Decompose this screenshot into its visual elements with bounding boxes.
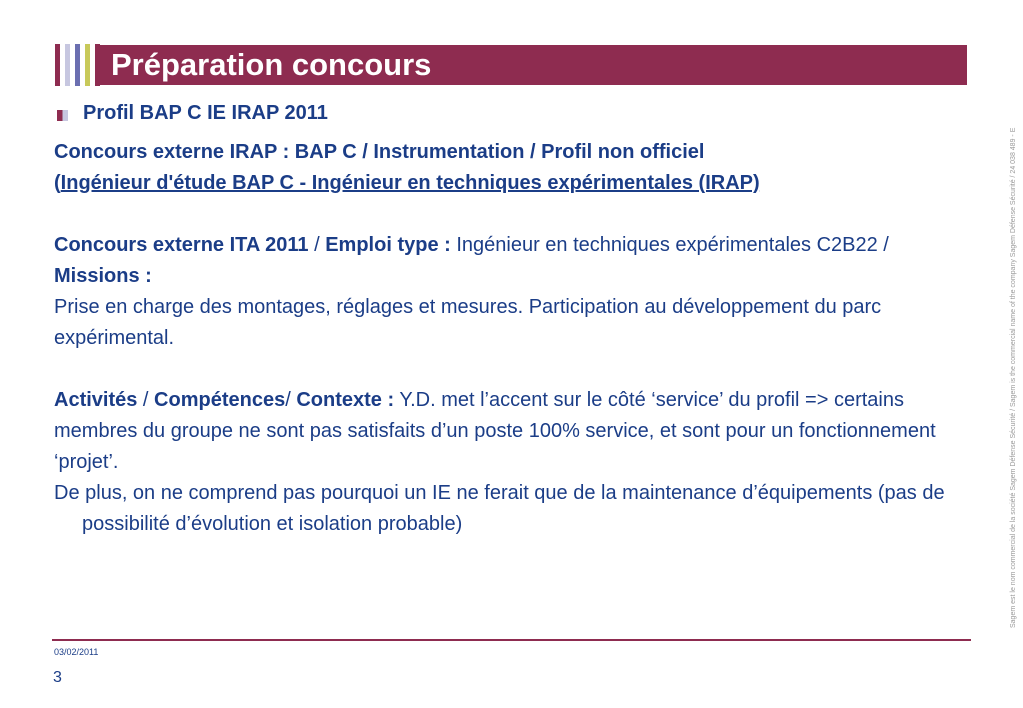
missions-text: Prise en charge des montages, réglages et mesures. Participation au développement du parc expérimental. <box>54 296 882 349</box>
stripe <box>55 44 60 86</box>
sep: / <box>137 389 155 411</box>
stripe <box>65 44 70 86</box>
section-irap-heading: Concours externe IRAP : BAP C / Instrumentation / Profil non officiel <box>54 141 705 163</box>
emploi-text: Ingénieur en techniques expérimentales C2B22 / <box>450 234 889 256</box>
section-activities <box>54 385 959 478</box>
page-title: Préparation concours <box>99 45 967 85</box>
footer-divider <box>52 639 971 641</box>
footer-date: 03/02/2011 <box>54 647 99 657</box>
ita-label: Concours externe ITA 2011 <box>54 234 309 256</box>
slide-content <box>54 137 959 540</box>
profile-link[interactable]: Ingénieur d'étude BAP C - Ingénieur en techniques expérimentales (IRAP) <box>60 172 760 194</box>
section-irap <box>54 137 959 199</box>
stripe <box>85 44 90 86</box>
missions-label: Missions : <box>54 265 152 287</box>
stripe <box>75 44 80 86</box>
activites-label: Activités <box>54 389 138 411</box>
title-stripes <box>55 44 105 86</box>
bullet-icon <box>57 110 68 121</box>
maintenance-text: De plus, on ne comprend pas pourquoi un IE ne ferait que de la maintenance d’équipements (pas de possibilité d’évolution et isolation probable) <box>54 482 945 535</box>
subtitle: Profil BAP C IE IRAP 2011 <box>83 102 328 124</box>
page-number: 3 <box>53 669 62 686</box>
contexte-text: Y.D. met l’accent sur le côté ‘service’ du profil => certains membres du groupe ne sont pas satisfaits d’un poste 100% service, et sont pour un fonctionnement ‘projet’. <box>54 389 936 473</box>
contexte-label: Contexte : <box>296 389 395 411</box>
maintenance-paragraph <box>54 478 959 540</box>
legal-notice: Sagem est le nom commercial de la société Sagem Défense Sécurité / Sagem is the commercial name of the company Sagem Défense Sécurité / 24 038 489 - E <box>1010 127 1017 628</box>
competences-label: Compétences <box>154 389 286 411</box>
emploi-label: Emploi type : <box>325 234 451 256</box>
ita-sep: / <box>308 234 326 256</box>
sep: / <box>285 389 297 411</box>
section-ita <box>54 230 959 354</box>
open-paren: ( <box>54 172 61 194</box>
